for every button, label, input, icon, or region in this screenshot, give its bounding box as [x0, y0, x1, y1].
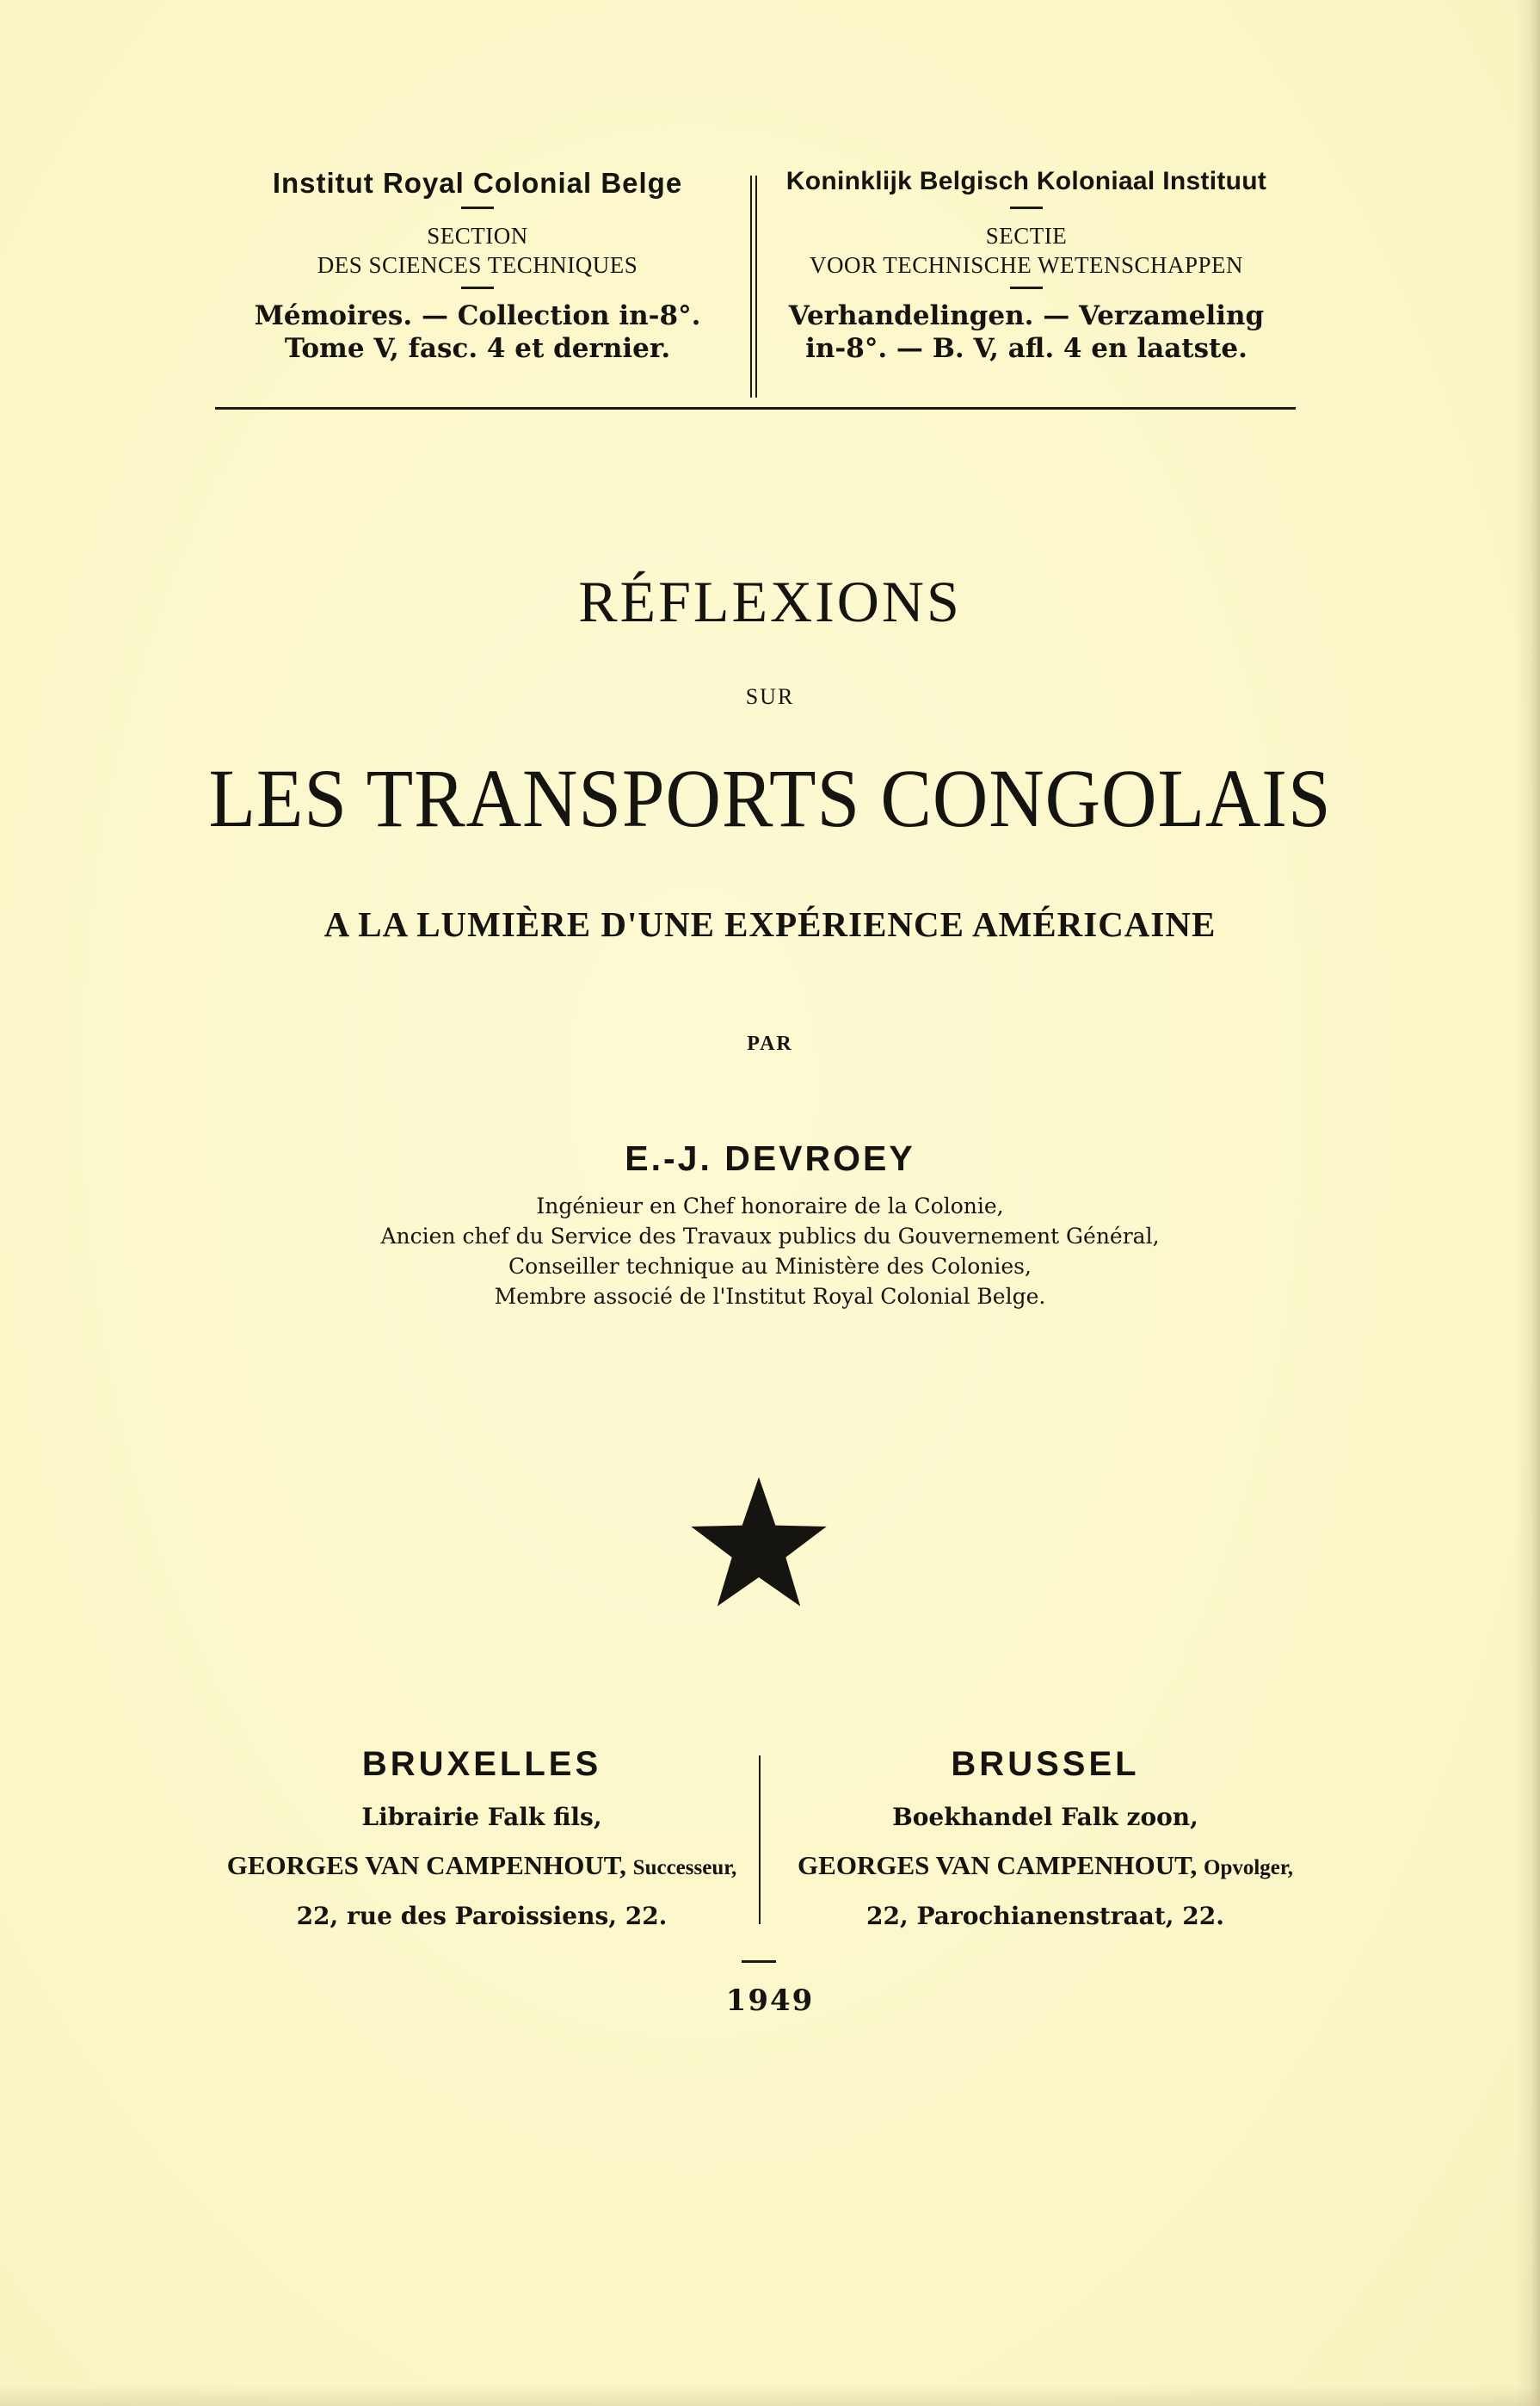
- page-edge-shadow: [1516, 0, 1540, 2406]
- header-rule: [215, 407, 1296, 410]
- firm-role-fr: Successeur,: [632, 1856, 737, 1879]
- section-name-nl: VOOR TECHNISCHE WETENSCHAPPEN: [809, 252, 1244, 278]
- star-icon: [688, 1473, 829, 1611]
- author-name: E.-J. DEVROEY: [625, 1138, 915, 1178]
- title-connector: SUR: [745, 684, 795, 709]
- star-shape: [691, 1478, 826, 1607]
- header-dash: [461, 207, 494, 209]
- author-credentials: [0, 1191, 1540, 1311]
- publisher-right: [761, 1745, 1329, 1940]
- header: [215, 163, 1296, 413]
- credential-line: Ancien chef du Service des Travaux publics du Gouvernement Général,: [380, 1224, 1160, 1249]
- city-nl: BRUSSEL: [951, 1745, 1140, 1783]
- title-line-1: RÉFLEXIONS: [578, 569, 962, 634]
- firm-role-nl: Opvolger,: [1204, 1856, 1293, 1879]
- bookshop-fr: Librairie Falk fils,: [361, 1803, 602, 1831]
- address-nl: 22, Parochianenstraat, 22.: [866, 1902, 1224, 1930]
- publisher-divider: [759, 1755, 761, 1924]
- series-line-fr: Mémoires. — Collection in-8°.: [254, 300, 701, 331]
- header-right-column: [764, 163, 1289, 365]
- credential-line: Ingénieur en Chef honoraire de la Colonie,: [536, 1194, 1004, 1218]
- header-dash: [1010, 207, 1043, 209]
- header-dash: [461, 287, 494, 289]
- firm-line-nl: [761, 1842, 1329, 1892]
- header-double-divider: [750, 176, 757, 398]
- title-line-2: LES TRANSPORTS CONGOLAIS: [208, 752, 1332, 844]
- credential-line: Conseiller technique au Ministère des Colonies,: [508, 1254, 1032, 1279]
- institution-name-fr: Institut Royal Colonial Belge: [272, 167, 683, 199]
- par-label: PAR: [747, 1033, 793, 1055]
- volume-line-fr: Tome V, fasc. 4 et dernier.: [284, 333, 671, 364]
- credential-line: Membre associé de l'Institut Royal Colonial Belge.: [494, 1284, 1046, 1309]
- subtitle: A LA LUMIÈRE D'UNE EXPÉRIENCE AMÉRICAINE: [323, 904, 1217, 944]
- bookshop-nl: Boekhandel Falk zoon,: [892, 1803, 1198, 1831]
- firm-name-nl: GEORGES VAN CAMPENHOUT,: [798, 1850, 1198, 1880]
- firm-name-fr: GEORGES VAN CAMPENHOUT,: [226, 1850, 626, 1880]
- page-edge-shadow: [0, 2385, 1540, 2406]
- header-dash: [1010, 287, 1043, 289]
- address-fr: 22, rue des Paroissiens, 22.: [296, 1902, 668, 1930]
- section-label-fr: SECTION: [427, 223, 528, 249]
- header-left-column: [215, 163, 740, 365]
- institution-name-nl: Koninklijk Belgisch Koloniaal Instituut: [785, 167, 1267, 195]
- publication-year: 1949: [725, 1983, 815, 2018]
- year-dash: [742, 1960, 776, 1963]
- publisher-left: [198, 1745, 766, 1940]
- series-line-nl: Verhandelingen. — Verzameling: [788, 300, 1265, 331]
- section-label-nl: SECTIE: [985, 223, 1068, 249]
- volume-line-nl: in-8°. — B. V, afl. 4 en laatste.: [805, 333, 1247, 364]
- section-name-fr: DES SCIENCES TECHNIQUES: [317, 252, 638, 278]
- firm-line-fr: [198, 1842, 766, 1892]
- city-fr: BRUXELLES: [361, 1745, 602, 1783]
